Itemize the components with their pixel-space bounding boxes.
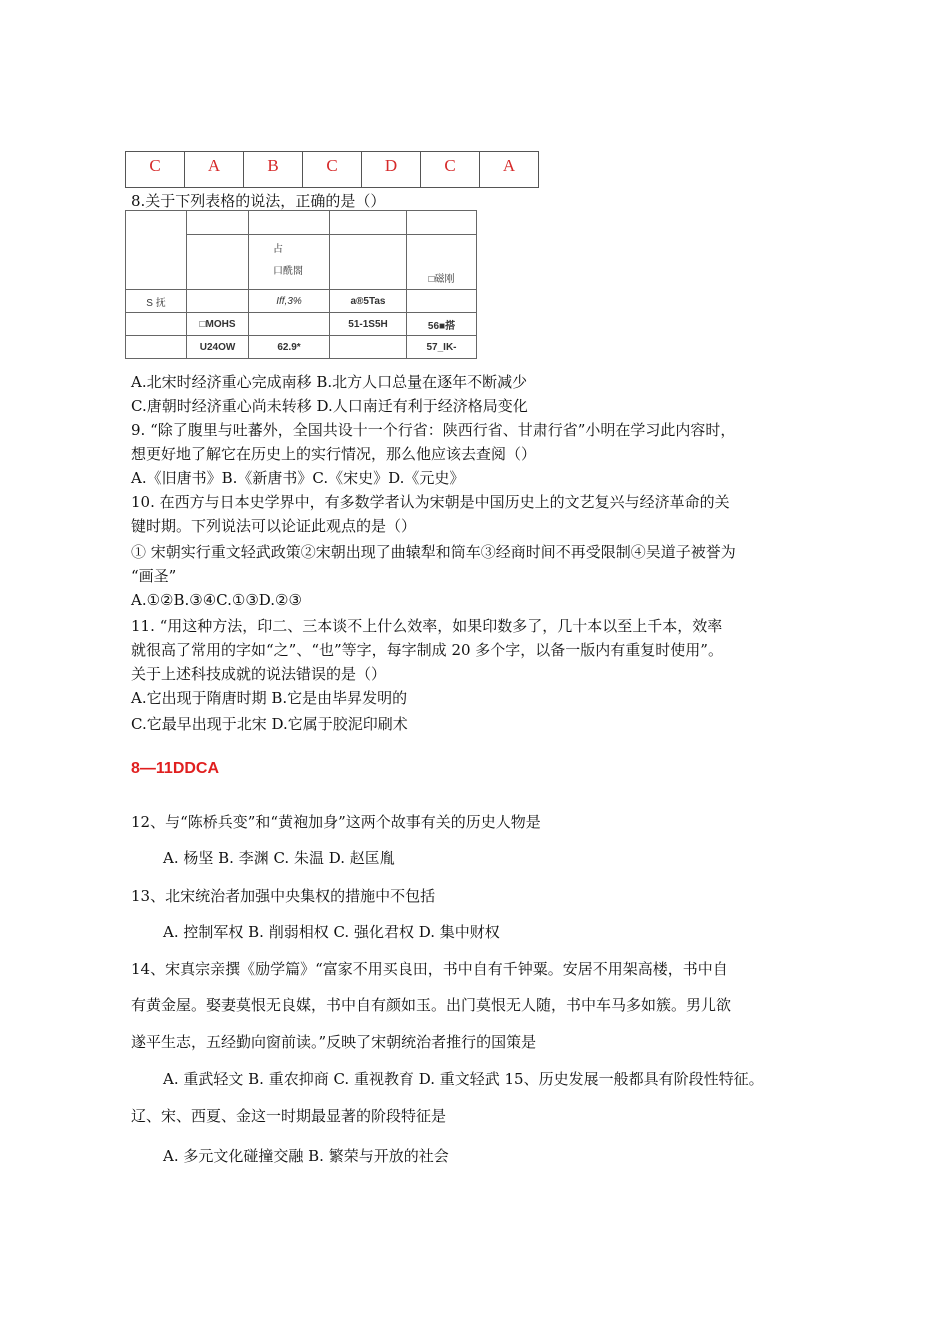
question-8-options-cd: C.唐朝时经济重心尚未转移 D.人口南迁有利于经济格局变化 (131, 397, 528, 415)
question-8-options-ab: A.北宋时经济重心完成南移 B.北方人口总量在逐年不断减少 (131, 373, 528, 391)
question-8: 8.关于下列表格的说法，正确的是（） (131, 192, 386, 210)
question-11-line2: 就很高了常用的字如“之”、“也”等字，每字制成 20 多个字，以备一版内有重复时使用”。 (131, 641, 723, 659)
question-12: 12、与“陈桥兵变”和“黄袍加身”这两个故事有关的历史人物是 (131, 813, 541, 831)
population-table (125, 210, 477, 359)
question-15-options: A. 多元文化碰撞交融 B. 繁荣与开放的社会 (163, 1147, 449, 1165)
answer-cell: D (362, 152, 421, 188)
question-10-line4: “画圣” (131, 567, 177, 585)
question-13: 13、北宋统治者加强中央集权的措施中不包括 (131, 887, 436, 905)
table-cell: Iff,3% (249, 290, 330, 313)
answer-cell: A (480, 152, 539, 188)
question-12-options: A. 杨坚 B. 李渊 C. 朱温 D. 赵匡胤 (163, 849, 395, 867)
question-14-options: A. 重武轻文 B. 重农抑商 C. 重视教育 D. 重文轻武 15、历史发展一般都具有阶段性特征。 (163, 1070, 764, 1088)
question-14-line2: 有黄金屋。娶妻莫恨无良媒，书中自有颜如玉。出门莫恨无人随，书中车马多如簇。男儿欲 (131, 996, 732, 1014)
question-9-line1: 9. “除了腹里与吐蕃外，全国共设十一个行省：陕西行省、甘肃行省”小明在学习此内容时， (131, 421, 736, 439)
table-cell: S 抚 (126, 290, 187, 313)
question-11-line1: 11. “用这种方法，印二、三本谈不上什么效率，如果印数多了，几十本以至上千本，效率 (131, 617, 723, 635)
question-11-options-cd: C.它最早出现于北宋 D.它属于胶泥印刷术 (131, 715, 408, 733)
answer-cell: A (185, 152, 244, 188)
question-11-options-ab: A.它出现于隋唐时期 B.它是由毕昇发明的 (131, 689, 408, 707)
table-cell: 57_IK- (407, 336, 477, 359)
answer-cell: C (421, 152, 480, 188)
question-10-options: A.①②B.③④C.①③D.②③ (131, 591, 302, 609)
question-11-line3: 关于上述科技成就的说法错误的是（） (131, 665, 387, 683)
table-cell: 占 口酰閤 (249, 235, 330, 290)
answer-key: 8—11DDCA (131, 760, 220, 777)
question-9-line2: 想更好地了解它在历史上的实行情况，那么他应该去查阅（） (131, 445, 537, 463)
table-cell: □磁刚 (407, 235, 477, 290)
table-cell: 62.9* (249, 336, 330, 359)
table-cell: 51-1S5H (330, 313, 407, 336)
question-13-options: A. 控制军权 B. 削弱相权 C. 强化君权 D. 集中财权 (163, 923, 500, 941)
question-10-line2: 键时期。下列说法可以论证此观点的是（） (131, 517, 417, 535)
question-10-line1: 10. 在西方与日本史学界中，有多数学者认为宋朝是中国历史上的文艺复兴与经济革命的关 (131, 493, 730, 511)
table-cell: a®5Tas (330, 290, 407, 313)
table-cell: 56■搭 (407, 313, 477, 336)
answer-cell: B (244, 152, 303, 188)
question-9-options: A.《旧唐书》B.《新唐书》C.《宋史》D.《元史》 (131, 469, 465, 487)
answer-strip-table (125, 151, 539, 188)
table-cell: U24OW (187, 336, 249, 359)
question-15-line1: 辽、宋、西夏、金这一时期最显著的阶段特征是 (131, 1107, 447, 1125)
question-10-line3: ① 宋朝实行重文轻武政策②宋朝出现了曲辕犁和筒车③经商时间不再受限制④吴道子被誉为 (131, 543, 736, 561)
answer-cell: C (126, 152, 185, 188)
question-14-line3: 遂平生志，五经勤向窗前读。”反映了宋朝统治者推行的国策是 (131, 1033, 537, 1051)
table-cell: □MOHS (187, 313, 249, 336)
answer-cell: C (303, 152, 362, 188)
question-14-line1: 14、宋真宗亲撰《励学篇》“富家不用买良田，书中自有千钟粟。安居不用架高楼，书中自 (131, 960, 728, 978)
